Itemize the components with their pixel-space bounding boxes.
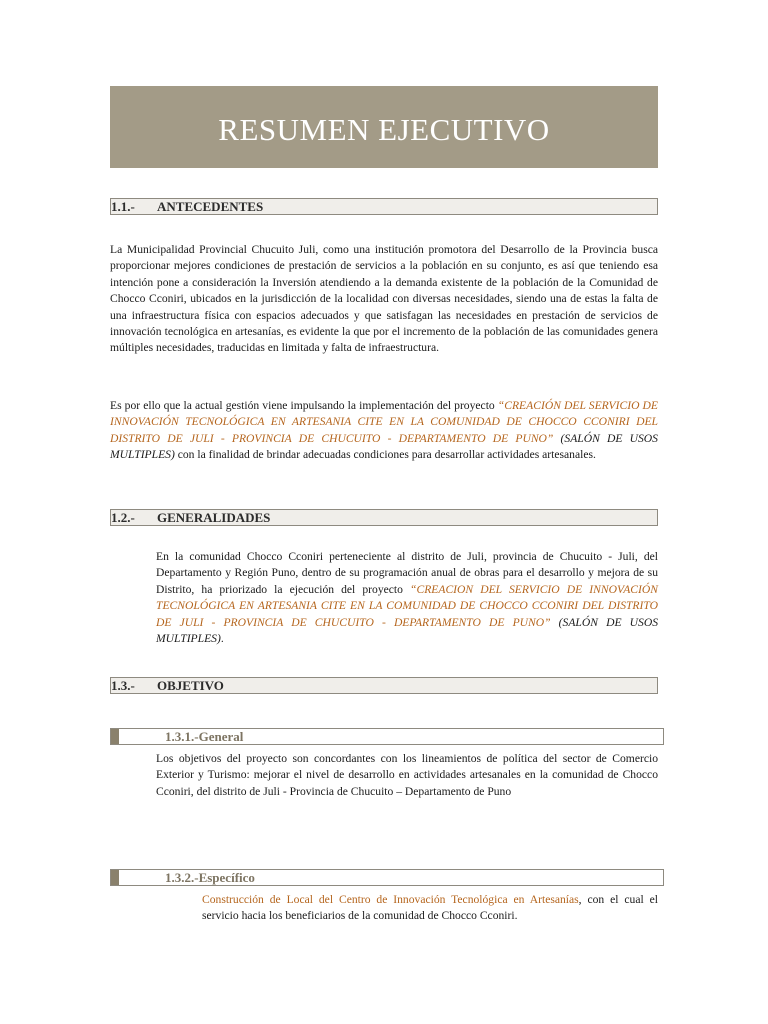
paragraph-text: , con el cual el servicio hacia los beneficiarios de la comunidad de Chocco Cconiri. (202, 893, 658, 923)
section-header-objetivo (110, 677, 658, 694)
subsection-title: 1.3.1.-General (165, 729, 244, 744)
project-name: “CREACIÓN DEL SERVICIO DE INNOVACIÓN TECNOLÓGICA EN ARTESANIA CITE EN LA COMUNIDAD DE CHOCCO CCONIRI DEL DISTRITO DE JULI - PROVINCIA DE CHUCUITO - DEPARTAMENTO DE PUNO” (110, 399, 658, 445)
antecedentes-paragraph-2 (110, 398, 658, 464)
paragraph-text: . (220, 632, 224, 646)
generalidades-paragraph (156, 549, 658, 647)
especifico-paragraph (202, 892, 658, 925)
subsection-header-especifico (110, 869, 664, 886)
title-banner (110, 86, 658, 168)
section-title: GENERALIDADES (157, 510, 271, 525)
paragraph-text: Es por ello que la actual gestión viene impulsando la implementación del proyecto (110, 399, 498, 412)
section-header-generalidades (110, 509, 658, 526)
page-title: RESUMEN EJECUTIVO (218, 112, 550, 147)
subsection-marker (111, 870, 119, 885)
section-number: 1.2.- (111, 510, 135, 525)
subsection-title: 1.3.2.-Específico (165, 870, 255, 885)
section-header-antecedentes (110, 198, 658, 215)
section-title: OBJETIVO (157, 678, 224, 693)
general-paragraph: Los objetivos del proyecto son concordantes con los lineamientos de política del sector de Comercio Exterior y Turismo: mejorar el nivel de desarrollo en actividades artesanales en la comunidad de Chocco Cconiri, del distrito de Juli - Provincia de Chucuito – Departamento de Puno (156, 752, 658, 798)
subsection-header-general (110, 728, 664, 745)
specific-objective-highlight: Construcción de Local del Centro de Innovación Tecnológica en Artesanías (202, 893, 579, 906)
paragraph-text: con la finalidad de brindar adecuadas condiciones para desarrollar actividades artesanales. (174, 448, 596, 462)
project-subtitle: (SALÓN DE USOS MULTIPLES) (156, 615, 658, 646)
project-name: “CREACION DEL SERVICIO DE INNOVACIÓN TECNOLÓGICA EN ARTESANIA CITE EN LA COMUNIDAD DE CHOCCO CCONIRI DEL DISTRITO DE JULI - PROVINCIA DE CHUCUITO - DEPARTAMENTO DE PUNO” (156, 582, 658, 629)
antecedentes-paragraph-1: La Municipalidad Provincial Chucuito Juli, como una institución promotora del Desarrollo de la Provincia busca proporcionar mejores condiciones de prestación de servicios a la población en su conjunto, es así que teniendo esa intención pone a consideración la Inversión atendiendo a la demanda existente de la población de la Comunidad de Chocco Cconiri, ubicados en la jurisdicción de la localidad con diversas necesidades, siendo una de estas la falta de una infraestructura física con espacios adecuados y que satisfagan las necesidades en prestación de servicios de innovación tecnológica en artesanías, es evidente la que por el incremento de la población de las comunidades genera múltiples necesidades, traducidas en limitada y falta de infraestructura. (110, 243, 658, 355)
subsection-marker (111, 729, 119, 744)
project-subtitle: (SALÓN DE USOS MULTIPLES) (110, 431, 658, 462)
section-number: 1.3.- (111, 678, 135, 693)
section-title: ANTECEDENTES (157, 199, 264, 214)
paragraph-text: En la comunidad Chocco Cconiri perteneciente al distrito de Juli, provincia de Chucuito - Juli, del Departamento y Región Puno, dentro de su programación anual de obras para el desarrollo y mejora de su Distrito, ha priorizado la ejecución del proyecto (156, 550, 658, 596)
section-number: 1.1.- (111, 199, 135, 214)
